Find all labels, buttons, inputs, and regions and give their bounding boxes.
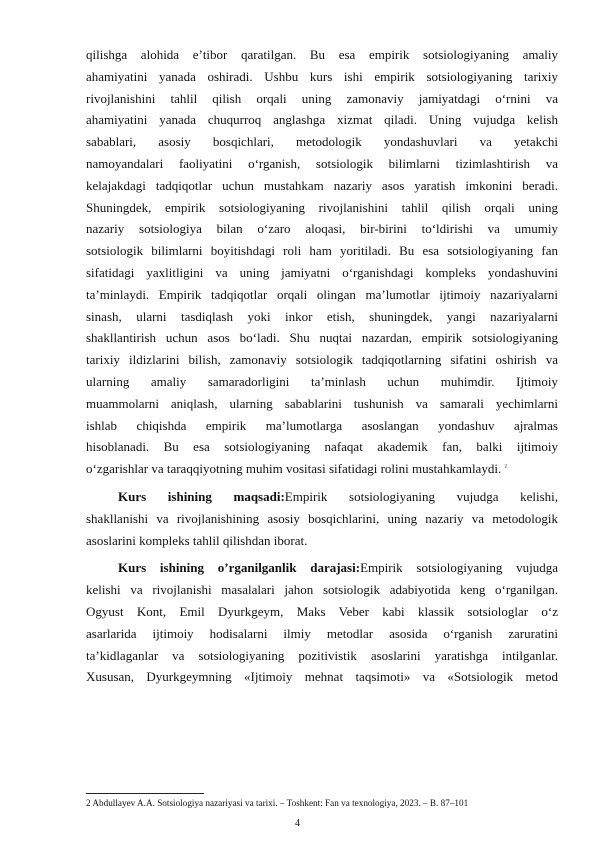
text-line: ularning amaliy samaradorligini taʼminlash uchun muhimdir. Ijtimoiy — [86, 373, 558, 389]
text-line: Shuningdek, empirik sotsiologiyaning rivojlanishini tahlil qilish orqali uning — [86, 199, 558, 215]
text-line: nazariy sotsiologiya bilan oʻzaro aloqasi, bir-birini toʻldirishi va umumiy — [86, 221, 558, 237]
text-line: tarixiy ildizlarini bilish, zamonaviy sotsiologik tadqiqotlarning sifatini oshirish va — [86, 352, 558, 368]
text-line — [86, 486, 558, 508]
paragraph-intro — [86, 44, 558, 480]
text-line: asoslarini kompleks tahlil qilishdan iborat. — [86, 532, 308, 548]
text-line: qilishga alohida eʼtibor qaratilgan. Bu esa empirik sotsiologiyaning amaliy — [86, 47, 558, 62]
text-line-content: Empirik sotsiologiyaning vujudga — [360, 560, 558, 576]
text-line: sotsiologik bilimlarni boyitishdagi roli ham yoritiladi. Bu esa sotsiologiyaning fan — [86, 243, 558, 259]
page-number: 4 — [295, 818, 300, 829]
text-line: namoyandalari faoliyatini oʻrganish, sotsiologik bilimlarni tizimlashtirish va — [86, 155, 558, 171]
footnote: 2 Abdullayev A.A. Sotsiologiya nazariyasi va tarixi. – Toshkent: Fan va texnologiya, 2023. – B. 87–101 — [86, 798, 469, 808]
paragraph-goal — [86, 486, 558, 551]
text-line: hisoblanadi. Bu esa sotsiologiyaning nafaqat akademik fan, balki ijtimoiy — [86, 439, 558, 455]
text-line: Xususan, Dyurkgeymning «Ijtimoiy mehnat taqsimoti» va «Sotsiologik metod — [86, 669, 558, 685]
text-line: shakllantirish uchun asos boʻladi. Shu nuqtai nazardan, empirik sotsiologiyaning — [86, 330, 558, 346]
text-line: taʼkidlaganlar va sotsiologiyaning pozitivistik asoslarini yaratishga intilganlar. — [86, 647, 558, 663]
text-line: ishlab chiqishda empirik maʼlumotlarga asoslangan yondashuv ajralmas — [86, 417, 558, 433]
text-line: shakllanishi va rivojlanishining asosiy bosqichlarini, uning nazariy va metodologik — [86, 510, 558, 526]
text-line: rivojlanishini tahlil qilish orqali uning zamonaviy jamiyatdagi oʻrnini va — [86, 90, 558, 106]
text-line: ahamiyatini yanada oshiradi. Ushbu kurs ishi empirik sotsiologiyaning tarixiy — [86, 68, 558, 84]
footnote-reference[interactable]: 2 — [504, 464, 507, 470]
text-line: ahamiyatini yanada chuqurroq anglashga xizmat qiladi. Uning vujudga kelish — [86, 112, 558, 128]
text-line — [86, 557, 558, 579]
text-line — [86, 458, 558, 480]
text-line: sifatidagi yaxlitligini va uning jamiyatni oʻrganishdagi kompleks yondashuvini — [86, 264, 558, 280]
page-body — [86, 44, 558, 688]
text-line: kelishi va rivojlanishi masalalari jahon sotsiologik adabiyotida keng oʻrganilgan. — [86, 582, 558, 598]
text-line-content: Empirik sotsiologiyaning vujudga kelishi, — [284, 488, 558, 504]
text-line-content: oʻzgarishlar va taraqqiyotning muhim vositasi sifatidagi rolini mustahkamlaydi. — [86, 461, 502, 477]
text-line: taʼminlaydi. Empirik tadqiqotlar orqali olingan maʼlumotlar ijtimoiy nazariyalarni — [86, 286, 558, 302]
footnote-separator — [86, 793, 204, 794]
goal-label: Kurs ishining maqsadi: — [118, 488, 285, 504]
text-line: kelajakdagi tadqiqotlar uchun mustahkam nazariy asos yaratish imkonini beradi. — [86, 177, 558, 193]
text-line: Ogyust Kont, Emil Dyurkgeym, Maks Veber kabi klassik sotsiologlar oʻz — [86, 603, 558, 619]
text-line: sabablari, asosiy bosqichlari, metodologik yondashuvlari va yetakchi — [86, 134, 558, 150]
text-line: asarlarida ijtimoiy hodisalarni ilmiy metodlar asosida oʻrganish zaruratini — [86, 625, 558, 641]
paragraph-literature — [86, 557, 558, 688]
literature-label: Kurs ishining o’rganilganlik darajasi: — [118, 560, 361, 576]
text-line: sinash, ularni tasdiqlash yoki inkor etish, shuningdek, yangi nazariyalarni — [86, 308, 558, 324]
text-line: muammolarni aniqlash, ularning sabablarini tushunish va samarali yechimlarni — [86, 395, 558, 411]
